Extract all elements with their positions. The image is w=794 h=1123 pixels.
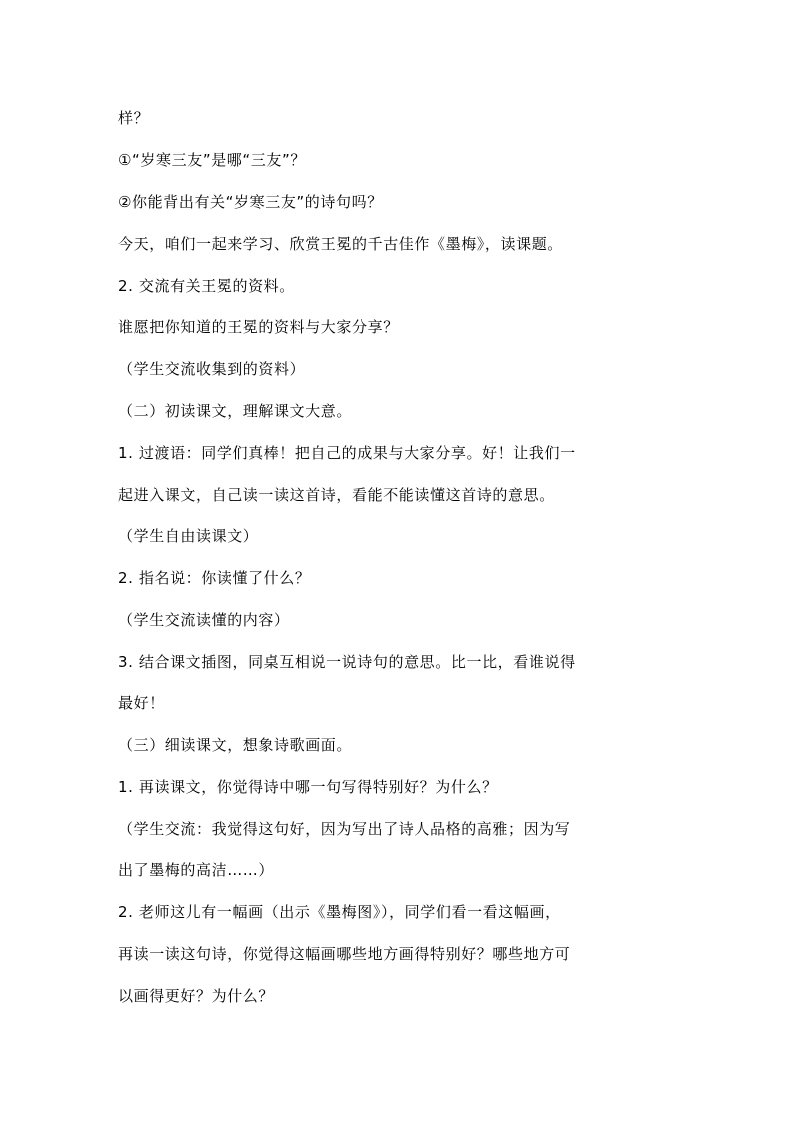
text-line: 起进入课文，自己读一读这首诗，看能不能读懂这首诗的意思。	[118, 486, 555, 504]
text-line: （学生交流读懂的内容）	[118, 611, 290, 629]
text-line: 2. 指名说：你读懂了什么？	[118, 569, 311, 587]
text-line: 1. 再读课文，你觉得诗中哪一句写得特别好？为什么？	[118, 778, 498, 796]
section-heading: （三）细读课文，想象诗歌画面。	[118, 736, 353, 754]
text-line: 今天，咱们一起来学习、欣赏王冕的千古佳作《墨梅》，读课题。	[118, 235, 563, 253]
section-heading: （二）初读课文，理解课文大意。	[118, 402, 353, 420]
text-line: 3. 结合课文插图，同桌互相说一说诗句的意思。比一比，看谁说得	[118, 653, 576, 671]
text-line: 以画得更好？为什么？	[118, 987, 275, 1005]
text-line: （学生交流：我觉得这句好，因为写出了诗人品格的高雅；因为写	[118, 820, 571, 838]
text-line: 出了墨梅的高洁……）	[118, 861, 275, 879]
text-line: ②你能背出有关“岁寒三友”的诗句吗？	[118, 193, 383, 211]
text-line: 2. 老师这儿有一幅画（出示《墨梅图》），同学们看一看这幅画，	[118, 903, 561, 921]
text-line: 1. 过渡语：同学们真棒！把自己的成果与大家分享。好！让我们一	[118, 444, 576, 462]
text-line: 谁愿把你知道的王冕的资料与大家分享？	[118, 318, 399, 336]
text-line: 再读一读这句诗，你觉得这幅画哪些地方画得特别好？哪些地方可	[118, 945, 571, 963]
text-line: （学生自由读课文）	[118, 527, 259, 545]
text-line: （学生交流收集到的资料）	[118, 360, 306, 378]
text-line: ①“岁寒三友”是哪“三友”？	[118, 151, 306, 169]
text-line: 2. 交流有关王冕的资料。	[118, 277, 295, 295]
text-line: 样？	[118, 109, 150, 127]
text-line: 最好！	[118, 694, 165, 712]
